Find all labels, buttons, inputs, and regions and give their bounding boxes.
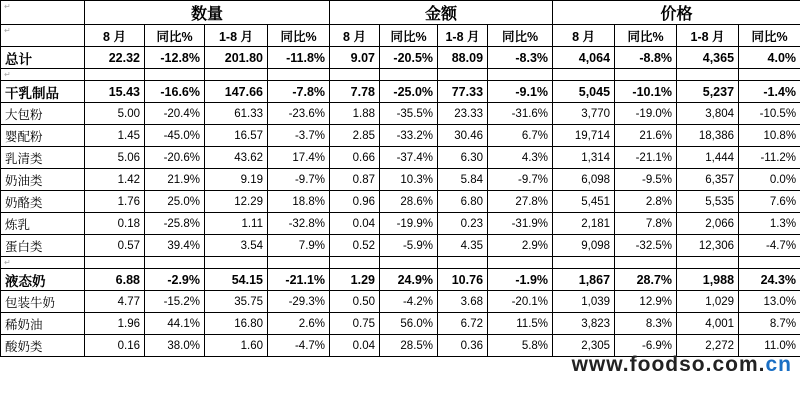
cell-value: 7.6% [739,191,800,213]
cell-value: -29.3% [268,291,330,313]
cell-value: 18,386 [677,125,739,147]
cell-value: -19.0% [615,103,677,125]
cell-value: 9.19 [205,169,268,191]
cell-value: 9.07 [330,47,380,69]
cell-value: -32.5% [615,235,677,257]
cell-value: 12.9% [615,291,677,313]
cell-value: -21.1% [268,269,330,291]
cell-value: 8.3% [615,313,677,335]
cell-value: 2,181 [553,213,615,235]
watermark-www: www. [571,353,630,376]
cell-value: 5,045 [553,81,615,103]
row-label: 酸奶类 [1,335,85,357]
paragraph-mark-icon: ↵ [4,26,11,35]
cell-value: -9.7% [268,169,330,191]
cell-value: 30.46 [438,125,488,147]
row-label: 乳清类 [1,147,85,169]
cell-value: -2.9% [145,269,205,291]
cell-value: -32.8% [268,213,330,235]
cell-value: 2,066 [677,213,739,235]
cell-value: -23.6% [268,103,330,125]
cell-value: -6.9% [615,335,677,357]
cell-value: 5.00 [85,103,145,125]
cell-value: 1.76 [85,191,145,213]
row-label: 总计 [1,47,85,69]
cell-value: 27.8% [488,191,553,213]
cell-value: 0.23 [438,213,488,235]
cell-value: -45.0% [145,125,205,147]
cell-value: 3.54 [205,235,268,257]
spacer-cell [677,69,739,81]
cell-value: 4.3% [488,147,553,169]
spacer-cell [615,69,677,81]
header-qty-jan-aug: 1-8 月 [205,25,268,47]
cell-value: 201.80 [205,47,268,69]
cell-value: 2,272 [677,335,739,357]
cell-value: 18.8% [268,191,330,213]
cell-value: 5.06 [85,147,145,169]
header-group-price: 价格 [553,1,800,25]
cell-value: -11.8% [268,47,330,69]
cell-value: -12.8% [145,47,205,69]
cell-value: 3,823 [553,313,615,335]
cell-value: 43.62 [205,147,268,169]
cell-value: 1.45 [85,125,145,147]
spacer-cell [438,69,488,81]
paragraph-mark-icon: ↵ [4,258,11,267]
spacer-cell [268,257,330,269]
header-group-amount: 金额 [330,1,553,25]
spacer-cell [677,257,739,269]
spacer-cell [488,69,553,81]
table-header-sub-row [1,25,800,47]
cell-value: -20.4% [145,103,205,125]
cell-value: 7.9% [268,235,330,257]
row-label: 奶油类 [1,169,85,191]
cell-value: 0.57 [85,235,145,257]
cell-value: 8.7% [739,313,800,335]
cell-value: 12,306 [677,235,739,257]
spacer-cell [380,69,438,81]
cell-value: -20.1% [488,291,553,313]
table-row [1,147,800,169]
cell-value: -8.8% [615,47,677,69]
cell-value: -16.6% [145,81,205,103]
cell-value: 4,365 [677,47,739,69]
cell-value: 3.68 [438,291,488,313]
spacer-cell [85,257,145,269]
cell-value: 0.04 [330,335,380,357]
cell-value: 4.0% [739,47,800,69]
cell-value: 56.0% [380,313,438,335]
table-row [1,235,800,257]
cell-value: 0.96 [330,191,380,213]
cell-value: 147.66 [205,81,268,103]
spacer-cell [739,69,800,81]
cell-value: 0.18 [85,213,145,235]
cell-value: 1.88 [330,103,380,125]
cell-value: 10.3% [380,169,438,191]
table-row [1,291,800,313]
cell-value: 54.15 [205,269,268,291]
cell-value: 1.29 [330,269,380,291]
table-row [1,213,800,235]
cell-value: -15.2% [145,291,205,313]
watermark-foodso: foodso [629,353,706,376]
cell-value: 16.57 [205,125,268,147]
cell-value: 2.9% [488,235,553,257]
cell-value: 6.30 [438,147,488,169]
header-price-aug: 8 月 [553,25,615,47]
cell-value: -31.9% [488,213,553,235]
cell-value: 0.75 [330,313,380,335]
table-row [1,47,800,69]
cell-value: 19,714 [553,125,615,147]
row-label: 干乳制品 [1,81,85,103]
cell-value: 0.04 [330,213,380,235]
row-label: 奶酪类 [1,191,85,213]
cell-value: 88.09 [438,47,488,69]
cell-value: 23.33 [438,103,488,125]
cell-value: 21.9% [145,169,205,191]
cell-value: 1.60 [205,335,268,357]
header-amt-aug: 8 月 [330,25,380,47]
table-spacer-row [1,69,800,81]
cell-value: -25.0% [380,81,438,103]
cell-value: -5.9% [380,235,438,257]
spacer-cell [145,69,205,81]
table-row [1,191,800,213]
cell-value: 0.16 [85,335,145,357]
cell-value: 10.8% [739,125,800,147]
cell-value: 6,098 [553,169,615,191]
watermark-com: com. [712,353,766,376]
cell-value: 4,064 [553,47,615,69]
cell-value: 28.6% [380,191,438,213]
cell-value: 4.35 [438,235,488,257]
cell-value: 25.0% [145,191,205,213]
cell-value: 6.7% [488,125,553,147]
cell-value: 4,001 [677,313,739,335]
cell-value: 1,867 [553,269,615,291]
cell-value: 1,988 [677,269,739,291]
row-label: 液态奶 [1,269,85,291]
spacer-cell [615,257,677,269]
spacer-cell [205,69,268,81]
watermark-cn: cn [765,353,792,376]
cell-value: 2.85 [330,125,380,147]
cell-value: 0.52 [330,235,380,257]
cell-value: 0.0% [739,169,800,191]
cell-value: 6.72 [438,313,488,335]
header-qty-jan-aug-yoy: 同比% [268,25,330,47]
cell-value: -1.9% [488,269,553,291]
cell-value: 4.77 [85,291,145,313]
spacer-cell [553,69,615,81]
cell-value: 6.88 [85,269,145,291]
cell-value: 61.33 [205,103,268,125]
header-qty-yoy: 同比% [145,25,205,47]
cell-value: 28.7% [615,269,677,291]
cell-value: 1,039 [553,291,615,313]
cell-value: 11.5% [488,313,553,335]
cell-value: -4.7% [739,235,800,257]
table-row [1,169,800,191]
table-row [1,125,800,147]
table-header-group-row [1,1,800,25]
spacer-cell [145,257,205,269]
spacer-cell [330,257,380,269]
header-amt-jan-aug-yoy: 同比% [488,25,553,47]
cell-value: 2,305 [553,335,615,357]
cell-value: 38.0% [145,335,205,357]
cell-value: 21.6% [615,125,677,147]
paragraph-mark-icon: ↵ [4,2,11,11]
cell-value: 6.80 [438,191,488,213]
cell-value: 1.42 [85,169,145,191]
cell-value: -21.1% [615,147,677,169]
cell-value: -25.8% [145,213,205,235]
spacer-cell [205,257,268,269]
cell-value: 0.50 [330,291,380,313]
row-label: 婴配粉 [1,125,85,147]
cell-value: 13.0% [739,291,800,313]
header-group-quantity: 数量 [85,1,330,25]
cell-value: -7.8% [268,81,330,103]
cell-value: 35.75 [205,291,268,313]
header-blank-cell [1,25,85,47]
cell-value: -31.6% [488,103,553,125]
cell-value: -4.2% [380,291,438,313]
spacer-label-cell [1,257,85,269]
cell-value: 1,314 [553,147,615,169]
spacer-cell [380,257,438,269]
cell-value: -4.7% [268,335,330,357]
cell-value: -35.5% [380,103,438,125]
cell-value: -19.9% [380,213,438,235]
cell-value: 28.5% [380,335,438,357]
row-label: 稀奶油 [1,313,85,335]
cell-value: -9.5% [615,169,677,191]
cell-value: 44.1% [145,313,205,335]
cell-value: -10.5% [739,103,800,125]
cell-value: -1.4% [739,81,800,103]
cell-value: -11.2% [739,147,800,169]
spacer-label-cell [1,69,85,81]
cell-value: 7.78 [330,81,380,103]
cell-value: 0.36 [438,335,488,357]
cell-value: 6,357 [677,169,739,191]
cell-value: 5,451 [553,191,615,213]
cell-value: 24.9% [380,269,438,291]
cell-value: 39.4% [145,235,205,257]
cell-value: 5,237 [677,81,739,103]
header-amt-yoy: 同比% [380,25,438,47]
table-row [1,335,800,357]
row-label: 包装牛奶 [1,291,85,313]
header-price-jan-aug-yoy: 同比% [739,25,800,47]
cell-value: -33.2% [380,125,438,147]
cell-value: 16.80 [205,313,268,335]
cell-value: 9,098 [553,235,615,257]
cell-value: -20.5% [380,47,438,69]
cell-value: 22.32 [85,47,145,69]
cell-value: 5.8% [488,335,553,357]
table-row [1,313,800,335]
spacer-cell [85,69,145,81]
row-label: 蛋白类 [1,235,85,257]
spacer-cell [553,257,615,269]
cell-value: 1.11 [205,213,268,235]
cell-value: 10.76 [438,269,488,291]
cell-value: 77.33 [438,81,488,103]
table-row [1,269,800,291]
row-label: 大包粉 [1,103,85,125]
cell-value: 0.66 [330,147,380,169]
cell-value: 5,535 [677,191,739,213]
header-corner-cell [1,1,85,25]
cell-value: 0.87 [330,169,380,191]
cell-value: 5.84 [438,169,488,191]
table-spacer-row [1,257,800,269]
cell-value: 1.96 [85,313,145,335]
spacer-cell [488,257,553,269]
cell-value: 2.6% [268,313,330,335]
cell-value: -37.4% [380,147,438,169]
cell-value: 2.8% [615,191,677,213]
cell-value: 15.43 [85,81,145,103]
header-price-jan-aug: 1-8 月 [677,25,739,47]
cell-value: -20.6% [145,147,205,169]
cell-value: 3,804 [677,103,739,125]
cell-value: 1,444 [677,147,739,169]
cell-value: 24.3% [739,269,800,291]
cell-value: -3.7% [268,125,330,147]
cell-value: 7.8% [615,213,677,235]
cell-value: -10.1% [615,81,677,103]
cell-value: 17.4% [268,147,330,169]
cell-value: 11.0% [739,335,800,357]
cell-value: -9.7% [488,169,553,191]
cell-value: -8.3% [488,47,553,69]
spacer-cell [438,257,488,269]
cell-value: 1.3% [739,213,800,235]
cell-value: 12.29 [205,191,268,213]
row-label: 炼乳 [1,213,85,235]
table-row [1,81,800,103]
cell-value: -9.1% [488,81,553,103]
table-row [1,103,800,125]
spacer-cell [268,69,330,81]
spacer-cell [330,69,380,81]
watermark-dot: . [705,353,713,376]
paragraph-mark-icon: ↵ [4,70,11,79]
header-price-yoy: 同比% [615,25,677,47]
spacer-cell [739,257,800,269]
header-qty-aug: 8 月 [85,25,145,47]
header-amt-jan-aug: 1-8 月 [438,25,488,47]
cell-value: 3,770 [553,103,615,125]
cell-value: 1,029 [677,291,739,313]
